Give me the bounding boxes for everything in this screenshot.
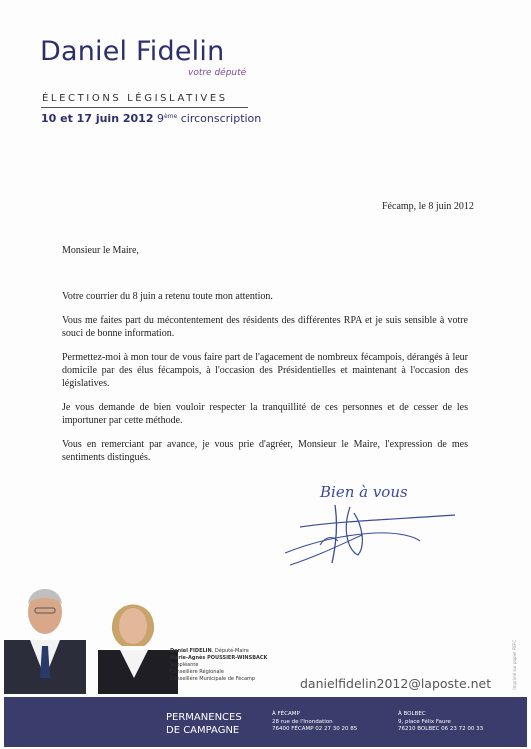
address-city-phone: 76400 FÉCAMP 02 27 30 20 85: [272, 726, 358, 732]
substitute-name: Marie-Agnès POUSSIER-WINSBACK: [170, 655, 268, 661]
election-dates-bold: 10 et 17 juin 2012: [41, 112, 154, 125]
permanences-line: PERMANENCES: [166, 712, 242, 723]
handwritten-closing: Bien à vous: [320, 483, 408, 501]
substitute-role: Conseillère Régionale: [170, 669, 224, 675]
address-street: 9, place Félix Faure: [398, 718, 451, 725]
substitute-role: Suppléante: [170, 662, 199, 668]
campaign-team: Daniel FIDELIN, Député-Maire Marie-Agnès POUSSIER-WINSBACK Suppléante Conseillère Régionale Conseillère Municipale de Fécamp: [170, 648, 268, 682]
address-title: À BOLBEC: [398, 711, 426, 717]
candidates-photo: [4, 570, 184, 694]
substitute-role: Conseillère Municipale de Fécamp: [170, 676, 256, 682]
candidate-name-heading: Daniel Fidelin: [40, 36, 225, 67]
paragraph: Votre courrier du 8 juin a retenu toute mon attention.: [62, 291, 273, 302]
circonscription-suffix: ème: [163, 113, 178, 120]
campaign-email: danielfidelin2012@laposte.net: [300, 676, 492, 691]
bolbec-address: [398, 711, 483, 734]
place-date: Fécamp, le 8 juin 2012: [382, 201, 474, 212]
election-dates: [41, 112, 261, 125]
candidate-role: Député-Maire: [214, 648, 249, 654]
imprint-note: Imprimé sur papier PEFC: [512, 640, 517, 690]
candidate-footer-name: Daniel FIDELIN: [170, 648, 212, 654]
paragraph: Permettez-moi à mon tour de vous faire part de l'agacement de nombreux fécampois, dérangés à leur domicile par des élus fécampois, à l'occasion des Présidentielles et maintenant à l'occasion des législatives.: [62, 352, 468, 389]
salutation: Monsieur le Maire,: [62, 245, 139, 256]
letter-body: [62, 290, 468, 475]
address-city-phone: 76210 BOLBEC 06 23 72 00 33: [398, 726, 484, 732]
paragraph: Vous me faites part du mécontentement des résidents des différentes RPA et je suis sensible à votre souci de bonne information.: [62, 315, 468, 339]
fecamp-address: [272, 711, 357, 734]
heading-divider: [41, 107, 248, 108]
elections-heading: ÉLECTIONS LÉGISLATIVES: [42, 93, 228, 104]
address-title: À FÉCAMP: [272, 711, 300, 717]
paragraph: Vous en remerciant par avance, je vous prie d'agréer, Monsieur le Maire, l'expression de mes sentiments distingués.: [62, 439, 468, 463]
candidate-subtitle: votre député: [188, 68, 247, 78]
circonscription-number: 9: [156, 112, 164, 125]
handwritten-signature: [280, 475, 470, 575]
address-street: 28 rue de l'Inondation: [272, 718, 333, 725]
permanences-line: DE CAMPAGNE: [166, 725, 240, 736]
paragraph: Je vous demande de bien vouloir respecter la tranquillité de ces personnes et de cesser de les importuner par cette méthode.: [62, 402, 468, 426]
permanences-heading: [166, 711, 242, 737]
circonscription-label: circonscription: [180, 112, 262, 125]
